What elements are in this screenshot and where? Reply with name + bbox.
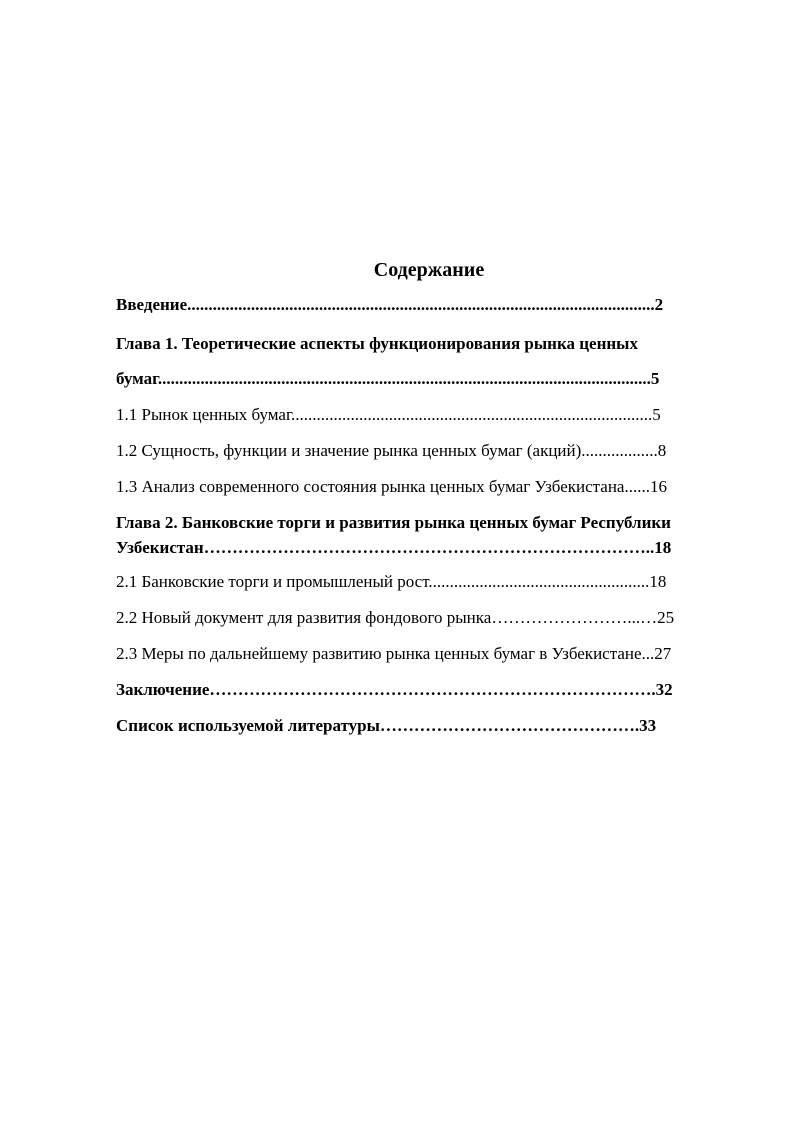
toc-entry-1-2: 1.2 Сущность, функции и значение рынка ценных бумаг (акций)..................8 xyxy=(116,441,667,460)
toc-entry-chapter-2-line-2: Узбекистан……………………………………………………………………..18 xyxy=(116,538,672,557)
toc-entry-chapter-1-line-1: Глава 1. Теоретические аспекты функционирования рынка ценных xyxy=(116,334,638,353)
toc-entry-chapter-1-line-2: бумаг....................................................................................................................5 xyxy=(116,369,660,388)
toc-entry-1-3: 1.3 Анализ современного состояния рынка ценных бумаг Узбекистана......16 xyxy=(116,477,667,496)
toc-entry-2-2: 2.2 Новый документ для развития фондового рынка……………………...…25 xyxy=(116,608,675,627)
toc-entry-2-3: 2.3 Меры по дальнейшему развитию рынка ценных бумаг в Узбекистане...27 xyxy=(116,644,672,663)
toc-entry-2-1: 2.1 Банковские торги и промышленый рост....................................................18 xyxy=(116,572,667,591)
toc-entry-references: Список используемой литературы……………………………………….33 xyxy=(116,716,657,735)
toc-entry-conclusion: Заключение…………………………………………………………………….32 xyxy=(116,680,673,699)
toc-entry-introduction: Введение..............................................................................................................2 xyxy=(116,295,664,314)
toc-entry-chapter-2-line-1: Глава 2. Банковские торги и развития рынка ценных бумаг Республики xyxy=(116,513,671,532)
toc-title: Содержание xyxy=(373,259,485,281)
toc-entry-1-1: 1.1 Рынок ценных бумаг.....................................................................................5 xyxy=(116,405,661,424)
